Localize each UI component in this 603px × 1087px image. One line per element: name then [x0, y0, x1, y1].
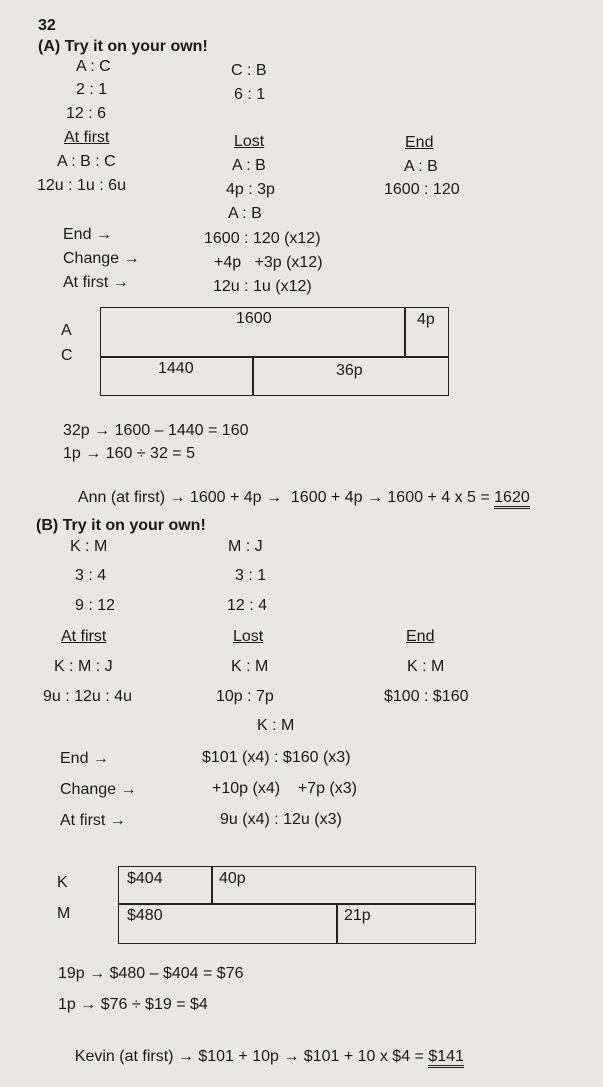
part-a-at-first-header: A : B : C [57, 153, 116, 170]
part-a-row-label-change: Change → [63, 250, 140, 267]
part-b-row-value-change: +10p (x4) +7p (x3) [212, 780, 357, 797]
part-b-lost-value: 10p : 7p [216, 688, 274, 705]
part-a-ratio1-row1: 2 : 1 [76, 81, 108, 98]
part-a-step-2: 1p → 160 ÷ 32 = 5 [63, 445, 195, 462]
part-b-at-first-value: 9u : 12u : 4u [43, 688, 132, 705]
part-b-heading: (B) Try it on your own! [36, 517, 206, 534]
part-a-at-first-title: At first [64, 129, 110, 146]
part-b-row-value-at-first: 9u (x4) : 12u (x3) [220, 811, 342, 828]
part-a-at-first-value: 12u : 1u : 6u [37, 177, 126, 194]
part-b-at-first-title: At first [61, 628, 107, 645]
part-a-row-value-at-first: 12u : 1u (x12) [213, 278, 312, 295]
part-a-lost-value: 4p : 3p [226, 181, 275, 198]
part-b-ratio2-row1: 3 : 1 [235, 567, 267, 584]
part-b-ratio1-row1: 3 : 4 [75, 567, 107, 584]
part-b-row-label-end: End → [60, 750, 109, 767]
part-a-step-1: 32p → 1600 – 1440 = 160 [63, 422, 249, 439]
part-b-bar-m-main-label: $480 [127, 907, 163, 924]
part-b-bar-k-extra-label: 40p [219, 870, 246, 887]
part-b-lost-header: K : M [231, 658, 269, 675]
part-a-end-header: A : B [404, 158, 438, 175]
part-b-end-header: K : M [407, 658, 445, 675]
part-b-model-label-m: M [57, 905, 71, 922]
part-a-ratio2-header: C : B [231, 62, 267, 79]
part-b-ratio2-header: M : J [228, 538, 263, 555]
part-b-step-1: 19p → $480 – $404 = $76 [58, 965, 244, 982]
part-a-bar-a-extra-label: 4p [417, 311, 435, 328]
part-a-bar-a-main-label: 1600 [236, 310, 272, 327]
part-b-end-value: $100 : $160 [384, 688, 469, 705]
part-a-row-label-end: End → [63, 226, 112, 243]
part-b-step-2: 1p → $76 ÷ $19 = $4 [58, 996, 208, 1013]
part-a-center-header: A : B [228, 205, 262, 222]
part-a-end-value: 1600 : 120 [384, 181, 460, 198]
part-a-step-3: Ann (at first) → 1600 + 4p → 1600 + 4p → 1600 + 4 x 5 = [77, 489, 495, 506]
part-b-row-value-end: $101 (x4) : $160 (x3) [202, 749, 351, 766]
part-a-lost-header: A : B [232, 157, 266, 174]
part-a-ratio1-row2: 12 : 6 [66, 105, 107, 122]
part-b-bar-m-extra-label: 21p [344, 907, 371, 924]
part-a-model-label-a: A [61, 322, 72, 339]
part-b-row-label-change: Change → [60, 781, 137, 798]
part-a-row-value-end: 1600 : 120 (x12) [204, 230, 321, 247]
part-b-answer: $141 [428, 1048, 464, 1068]
part-b-row-label-at-first: At first → [60, 812, 126, 829]
problem-number: 32 [38, 17, 56, 34]
part-b-model-label-k: K [57, 874, 68, 891]
part-b-at-first-header: K : M : J [54, 658, 113, 675]
part-a-answer: 1620 [494, 489, 530, 509]
part-a-end-title: End [405, 134, 434, 151]
part-b-ratio2-row2: 12 : 4 [227, 597, 268, 614]
part-b-ratio1-header: K : M [70, 538, 108, 555]
part-a-lost-title: Lost [234, 133, 265, 150]
part-b-center-header: K : M [257, 717, 295, 734]
part-b-step-3: Kevin (at first) → $101 + 10p → $101 + 10 x $4 = [74, 1048, 429, 1065]
part-a-row-label-at-first: At first → [63, 274, 129, 291]
part-b-end-title: End [406, 628, 435, 645]
part-b-step-3-line [57, 1027, 464, 1087]
part-a-row-value-change: +4p +3p (x12) [214, 254, 323, 271]
part-a-ratio1-header: A : C [76, 58, 111, 75]
part-a-model-label-c: C [61, 347, 73, 364]
part-a-heading: (A) Try it on your own! [38, 38, 208, 55]
part-a-ratio2-row1: 6 : 1 [234, 86, 266, 103]
part-b-bar-k-extra [211, 866, 476, 905]
part-a-bar-c-main-label: 1440 [158, 360, 194, 377]
part-b-ratio1-row2: 9 : 12 [75, 597, 116, 614]
part-a-bar-c-extra-label: 36p [336, 362, 363, 379]
part-b-lost-title: Lost [233, 628, 264, 645]
part-b-bar-k-main-label: $404 [127, 870, 163, 887]
